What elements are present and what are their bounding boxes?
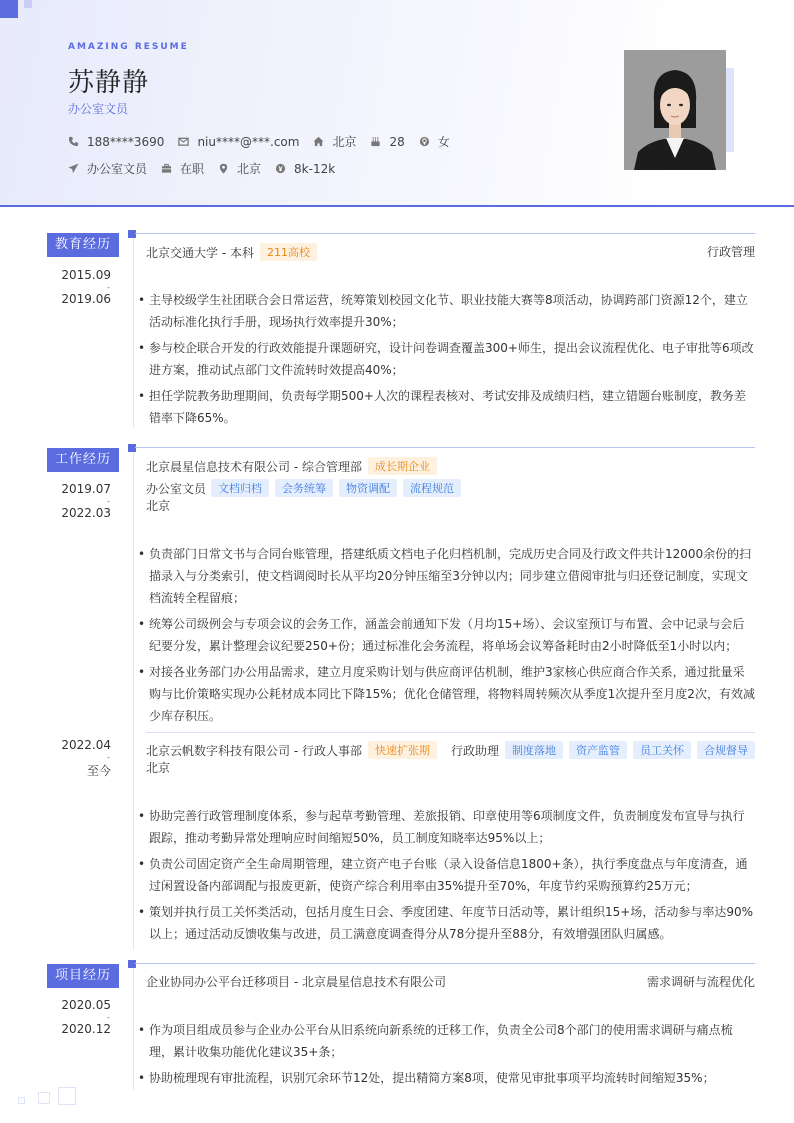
- portrait-illustration: [624, 50, 726, 170]
- project-name: 企业协同办公平台迁移项目 - 北京晨星信息技术有限公司: [146, 975, 446, 989]
- job2-end-date: 至今: [86, 764, 111, 778]
- list-item: • 协助梳理现有审批流程，识别冗余环节12处，提出精简方案8项，使常见审批事项平均流转时间缩短35%；: [136, 1067, 756, 1089]
- list-item: • 协助完善行政管理制度体系，参与起草考勤管理、差旅报销、印章使用等6项制度文件，负责制度发布宣导与执行跟踪，推动考勤异常处理响应时间缩短50%，员工制度知晓率达95%以上；: [136, 805, 756, 849]
- section-marker: [128, 230, 136, 238]
- profile-photo: [624, 50, 726, 170]
- skill-tag: 合规督导: [697, 741, 755, 759]
- list-item: • 主导校级学生社团联合会日常运营，统筹策划校园文化节、职业技能大赛等8项活动，协调跨部门资源12个，建立活动标准化执行手册，现场执行效率提升30%；: [136, 289, 756, 333]
- decor-square: [18, 1097, 25, 1104]
- timeline-line: [133, 238, 134, 428]
- timeline-line: [133, 968, 134, 1090]
- location-icon: [218, 163, 229, 174]
- candidate-name: 苏静静: [68, 68, 150, 98]
- school-name: 北京交通大学 - 本科: [146, 245, 254, 260]
- skill-tag: 物资调配: [339, 479, 397, 497]
- target-city-item: 北京: [218, 160, 261, 177]
- skill-tag: 资产监管: [569, 741, 627, 759]
- briefcase-icon: [161, 163, 172, 174]
- section-rule: [135, 963, 755, 964]
- job1-city: 北京: [146, 499, 171, 513]
- job1-position-line: [146, 479, 461, 497]
- gender-item: 女: [419, 133, 450, 150]
- edu-start-date: 2015.09: [61, 268, 111, 282]
- tagline: AMAZING RESUME: [68, 42, 189, 52]
- email-item: niu****@***.com: [178, 135, 299, 149]
- list-item: • 担任学院教务助理期间，负责每学期500+人次的课程表核对、考试安排及成绩归档，建立错题台账制度，教务差错率下降65%。: [136, 385, 756, 429]
- company-name: 北京云帆数字科技有限公司 - 行政人事部: [146, 743, 362, 758]
- mail-icon: [178, 136, 189, 147]
- hometown-item: 北京: [313, 133, 356, 150]
- skill-tag: 会务统筹: [275, 479, 333, 497]
- company-name: 北京晨星信息技术有限公司 - 综合管理部: [146, 459, 362, 474]
- list-item: • 负责部门日常文书与合同台账管理，搭建纸质文档电子化归档机制，完成历史合同及行政文件共计12000余份的扫描录入与分类索引，使文档调阅时长从平均20分钟压缩至3分钟以内；同步建立借阅审批与归还登记制度，实现文档流转全程留痕；: [136, 543, 756, 609]
- target-job-item: 办公室文员: [68, 160, 147, 177]
- section-title-work: 工作经历: [47, 448, 119, 472]
- project-role: 需求调研与流程优化: [646, 975, 755, 989]
- job1-bullet-list: [136, 543, 756, 731]
- position-title: 办公室文员: [146, 481, 207, 496]
- phone-item: 188****3690: [68, 135, 164, 149]
- age-item: 28: [370, 135, 404, 149]
- list-item: • 作为项目组成员参与企业办公平台从旧系统向新系统的迁移工作，负责全公司8个部门的使用需求调研与痛点梳理，累计收集功能优化建议35+条；: [136, 1019, 756, 1063]
- job2-city: 北京: [146, 761, 171, 775]
- list-item: • 对接各业务部门办公用品需求，建立月度采购计划与供应商评估机制，维护3家核心供应商合作关系，通过批量采购与比价策略实现办公耗材成本同比下降15%；优化仓储管理，将物料周转频次从季度1次提升至月度2次，有效减少库存积压。: [136, 661, 756, 727]
- section-rule: [135, 447, 755, 448]
- cake-icon: [370, 136, 381, 147]
- section-title-education: 教育经历: [47, 233, 119, 257]
- decor-square-small: [24, 0, 32, 8]
- phone-icon: [68, 136, 79, 147]
- job1-company-line: [146, 457, 437, 475]
- salary-item: 8k-12k: [275, 162, 335, 176]
- date-dash: -: [107, 1013, 110, 1022]
- date-dash: -: [107, 283, 110, 292]
- candidate-role: 办公室文员: [68, 102, 129, 116]
- company-tag: 成长期企业: [368, 457, 437, 475]
- list-item: • 参与校企联合开发的行政效能提升课题研究，设计问卷调查覆盖300+师生，提出会议流程优化、电子审批等6项改进方案，推动试点部门文件流转时效提高40%；: [136, 337, 756, 381]
- edu-end-date: 2019.06: [61, 292, 111, 306]
- send-icon: [68, 163, 79, 174]
- gender-icon: [419, 136, 430, 147]
- project-bullet-list: [136, 1019, 756, 1093]
- salary-icon: [275, 163, 286, 174]
- date-dash: -: [107, 497, 110, 506]
- contact-row: [68, 133, 464, 150]
- edu-school-line: [146, 243, 317, 261]
- list-item: • 统筹公司级例会与专项会议的会务工作，涵盖会前通知下发（月均15+场）、会议室预订与布置、会中记录与会后纪要分发，累计整理会议纪要250+份；通过标准化会务流程，将单场会议筹备耗时由2小时降低至1小时以内；: [136, 613, 756, 657]
- intent-row: [68, 160, 349, 177]
- job1-end-date: 2022.03: [61, 506, 111, 520]
- status-item: 在职: [161, 160, 204, 177]
- edu-major: 行政管理: [706, 245, 755, 259]
- skill-tag: 制度落地: [505, 741, 563, 759]
- decor-square: [38, 1092, 50, 1104]
- section-title-project: 项目经历: [47, 964, 119, 988]
- edu-bullet-list: [136, 289, 756, 433]
- company-tag: 快速扩张期: [368, 741, 437, 759]
- header-divider: [0, 205, 794, 207]
- home-icon: [313, 136, 324, 147]
- job2-company-line: [146, 741, 437, 759]
- job2-bullet-list: [136, 805, 756, 949]
- timeline-line: [133, 452, 134, 950]
- project-end-date: 2020.12: [61, 1022, 111, 1036]
- section-marker: [128, 960, 136, 968]
- skill-tag: 流程规范: [403, 479, 461, 497]
- decor-square: [58, 1087, 76, 1105]
- skill-tag: 员工关怀: [633, 741, 691, 759]
- job1-start-date: 2019.07: [61, 482, 111, 496]
- school-tag: 211高校: [260, 243, 317, 261]
- decor-square: [0, 0, 18, 18]
- section-rule: [135, 233, 755, 234]
- position-title: 行政助理: [450, 743, 499, 758]
- section-marker: [128, 444, 136, 452]
- skill-tag: 文档归档: [211, 479, 269, 497]
- date-dash: -: [107, 753, 110, 762]
- project-start-date: 2020.05: [61, 998, 111, 1012]
- list-item: • 负责公司固定资产全生命周期管理，建立资产电子台账（录入设备信息1800+条），执行季度盘点与年度清查，通过闲置设备内部调配与报废更新，使资产综合利用率由35%提升至70%，年度节约采购预算约25万元；: [136, 853, 756, 897]
- job2-position-line: [451, 741, 755, 759]
- list-item: • 策划并执行员工关怀类活动，包括月度生日会、季度团建、年度节日活动等，累计组织15+场，活动参与率达90%以上；通过活动反馈收集与改进，员工满意度调查得分从78分提升至88分，有效增强团队归属感。: [136, 901, 756, 945]
- job-separator: [146, 732, 755, 733]
- job2-start-date: 2022.04: [61, 738, 111, 752]
